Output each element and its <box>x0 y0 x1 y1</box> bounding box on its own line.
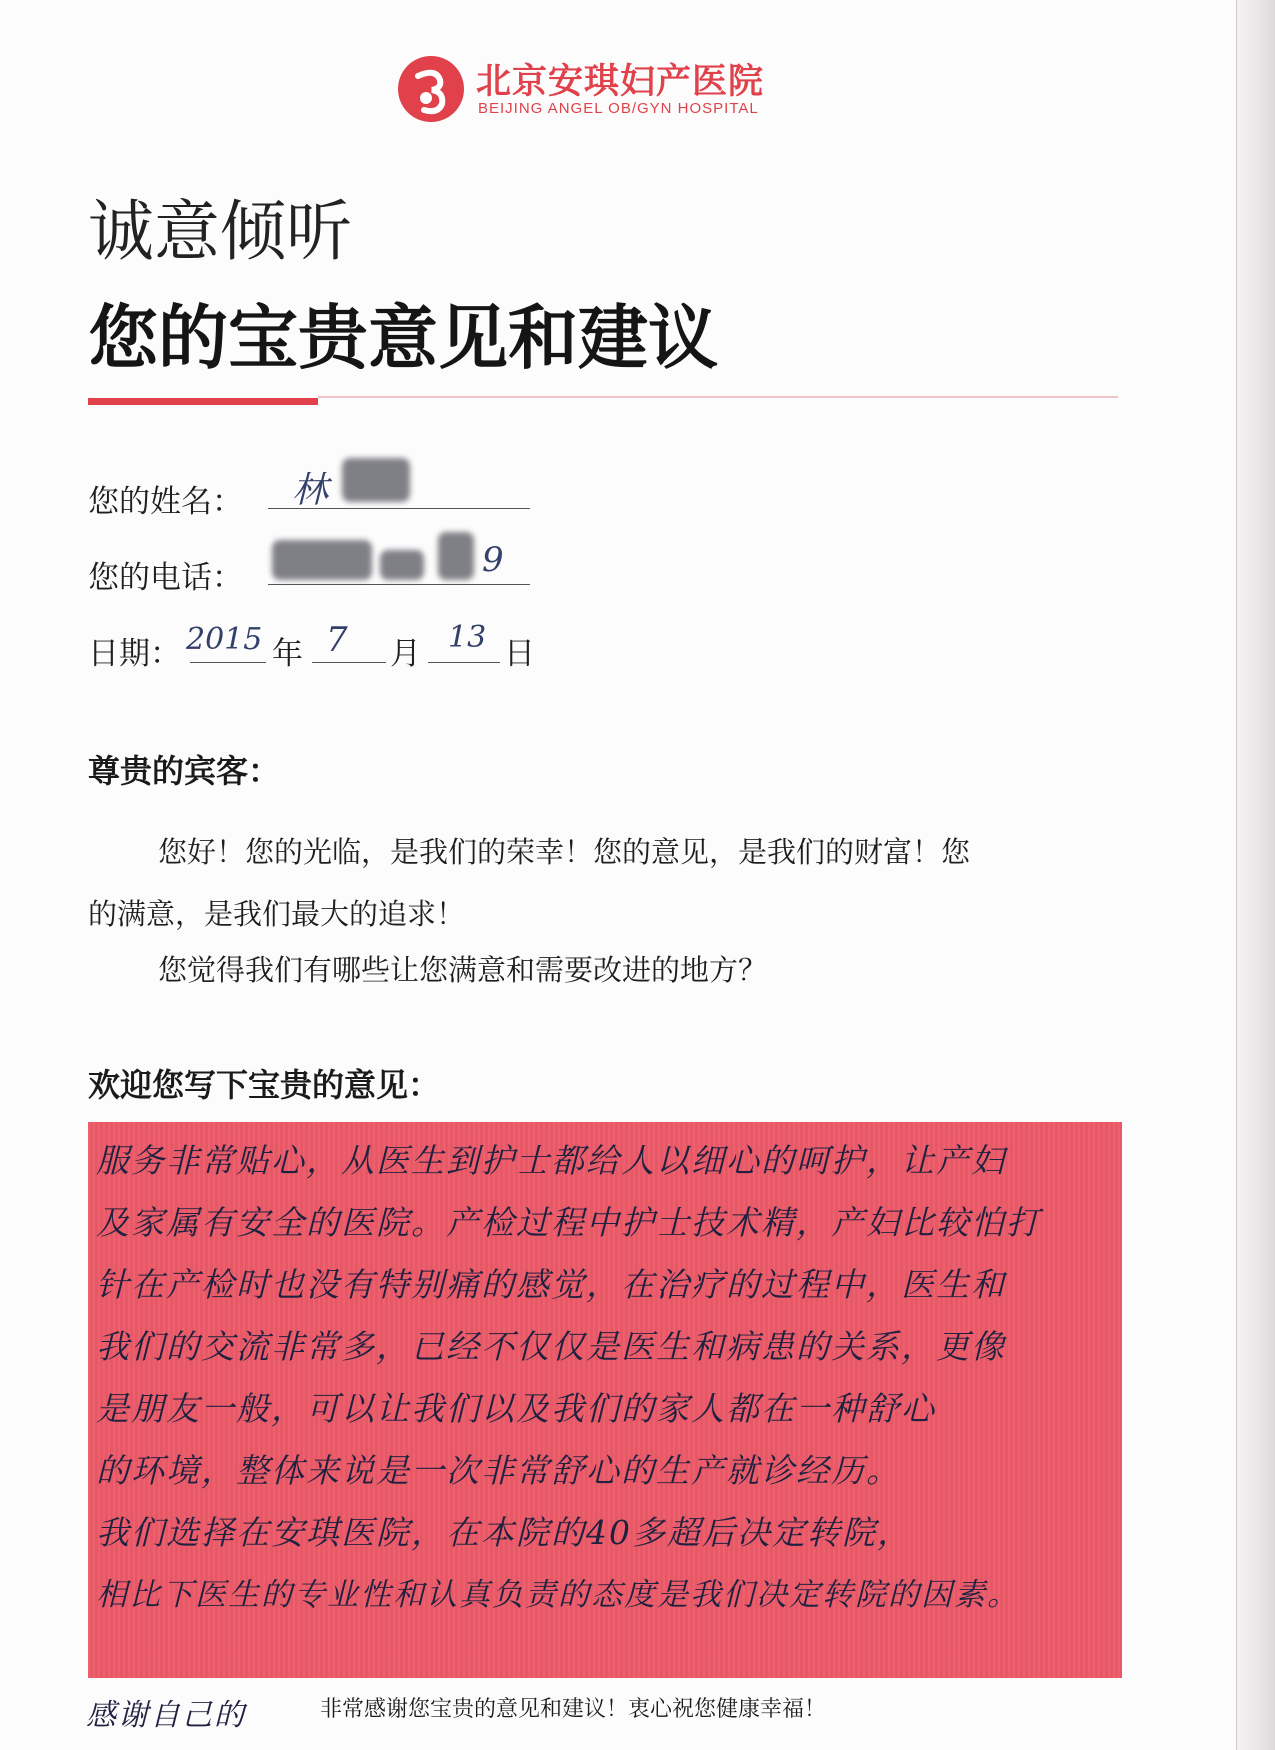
feedback-line: 我们的交流非常多，已经不仅仅是医生和病患的关系，更像 <box>96 1327 1006 1366</box>
feedback-line: 及家属有安全的医院。产检过程中护士技术精，产妇比较怕打 <box>96 1203 1041 1242</box>
day-handwritten: 13 <box>448 620 487 655</box>
page-edge <box>1236 0 1275 1750</box>
feedback-heading: 欢迎您写下宝贵的意见： <box>88 1066 441 1104</box>
phone-handwritten: 9 <box>482 540 504 580</box>
feedback-handwriting <box>96 1130 1176 1626</box>
year-field-line <box>190 662 266 663</box>
greeting-para1-line1: 您好！您的光临，是我们的荣幸！您的意见，是我们的财富！您 <box>158 835 971 869</box>
feedback-line: 针在产检时也没有特别痛的感觉，在治疗的过程中，医生和 <box>96 1265 1006 1304</box>
footer-thanks: 非常感谢您宝贵的意见和建议！衷心祝您健康幸福！ <box>320 1697 827 1722</box>
hospital-logo <box>396 52 836 124</box>
title-underline <box>318 396 1118 398</box>
month-handwritten: 7 <box>326 620 348 660</box>
date-label: 日期： <box>88 636 181 672</box>
feedback-trailing-handwriting: 感谢自己的 <box>86 1698 246 1733</box>
feedback-line: 的环境，整体来说是一次非常舒心的生产就诊经历。 <box>96 1451 901 1490</box>
feedback-line: 服务非常贴心，从医生到护士都给人以细心的呵护，让产妇 <box>96 1141 1006 1180</box>
greeting-heading: 尊贵的宾客： <box>88 752 281 790</box>
greeting-para1-line2: 的满意，是我们最大的追求！ <box>88 897 466 931</box>
phone-redaction-1 <box>272 540 372 580</box>
phone-field-line <box>268 584 530 585</box>
title-underline-accent <box>88 398 318 405</box>
hospital-logo-icon <box>396 54 466 124</box>
page-title-line2: 您的宝贵意见和建议 <box>88 297 718 379</box>
year-handwritten: 2015 <box>186 622 263 657</box>
page-title-line1: 诚意倾听 <box>88 193 352 270</box>
feedback-line: 是朋友一般，可以让我们以及我们的家人都在一种舒心 <box>96 1389 936 1428</box>
feedback-line: 我们选择在安琪医院，在本院的40多超后决定转院， <box>96 1513 912 1552</box>
month-field-line <box>312 662 386 663</box>
month-unit: 月 <box>390 636 421 672</box>
phone-label: 您的电话： <box>88 560 243 596</box>
day-field-line <box>428 662 500 663</box>
name-redaction <box>342 458 410 502</box>
day-unit: 日 <box>504 636 535 672</box>
phone-redaction-3 <box>438 532 474 580</box>
year-unit: 年 <box>272 636 303 672</box>
name-label: 您的姓名： <box>88 484 243 520</box>
hospital-name-en: BEIJING ANGEL OB/GYN HOSPITAL <box>478 100 759 117</box>
hospital-name-cn: 北京安琪妇产医院 <box>476 62 765 102</box>
greeting-para2: 您觉得我们有哪些让您满意和需要改进的地方？ <box>158 953 768 987</box>
feedback-line: 相比下医生的专业性和认真负责的态度是我们决定转院的因素。 <box>96 1577 1020 1613</box>
phone-redaction-2 <box>380 550 424 580</box>
name-handwritten: 林 <box>292 470 329 511</box>
